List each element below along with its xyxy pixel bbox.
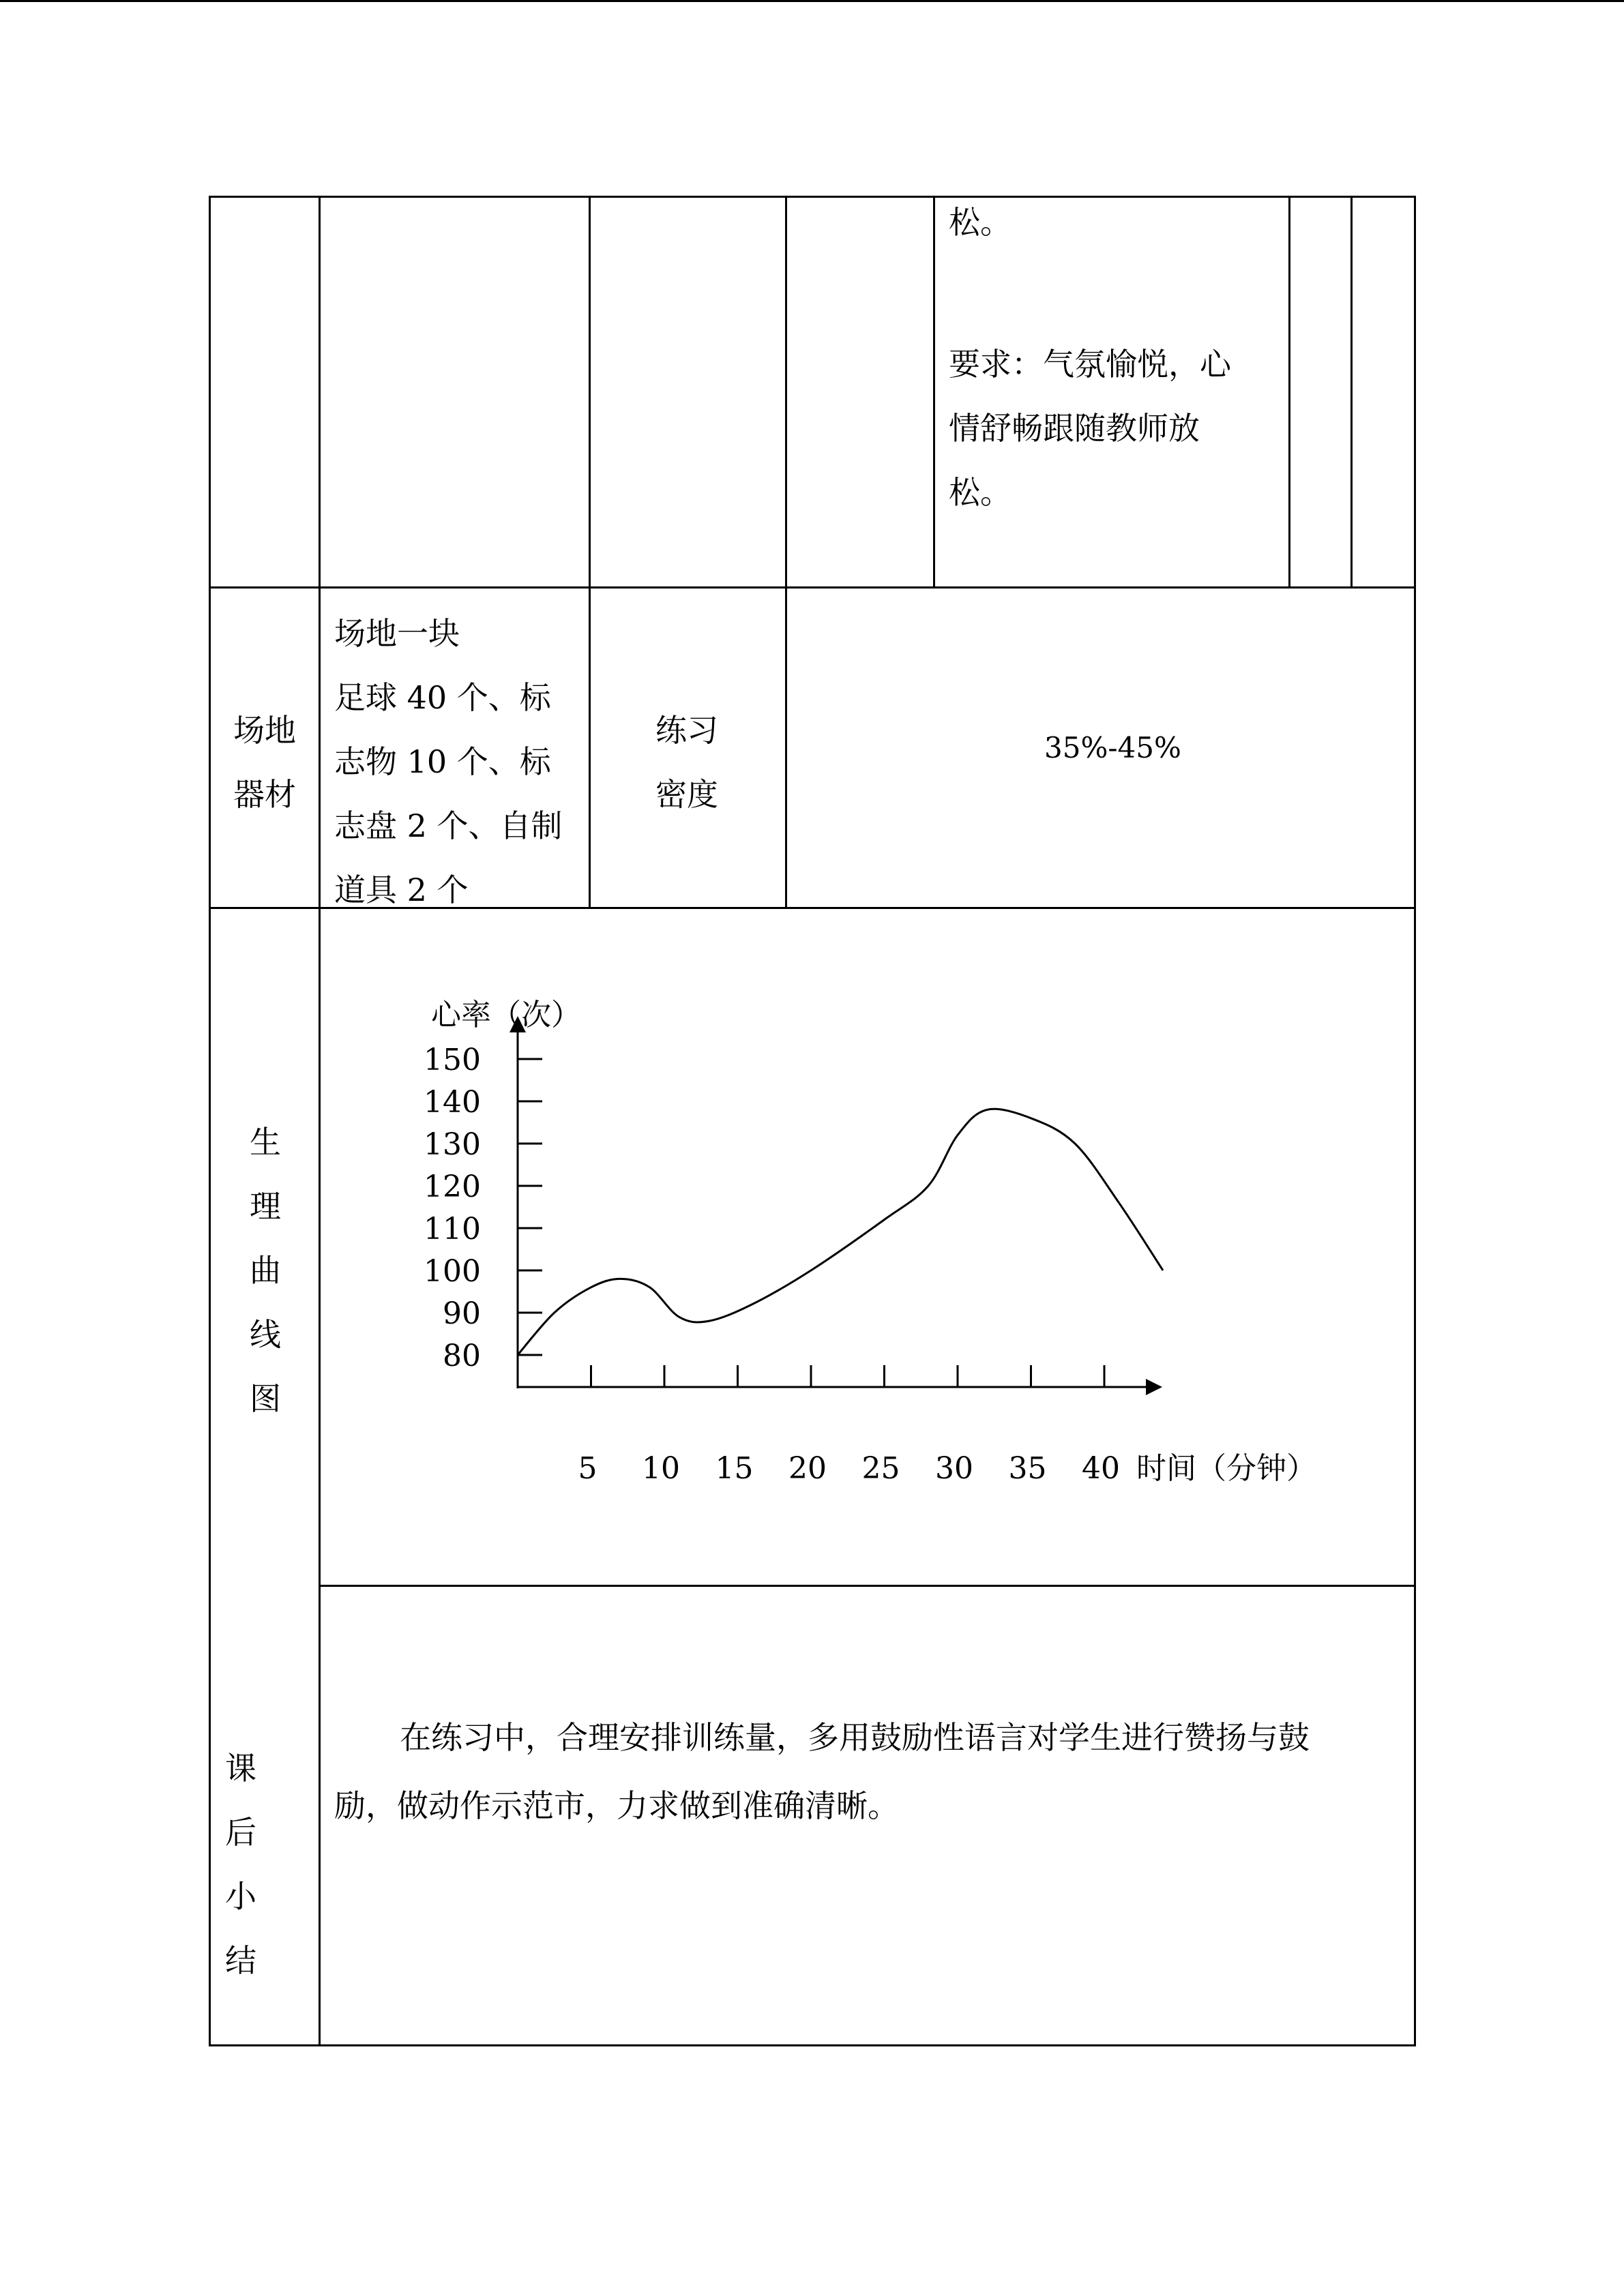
- y-tick-label: 120: [424, 1169, 481, 1204]
- requirement-line: 要求：气氛愉悦，心: [949, 346, 1231, 383]
- requirement-line: 松。: [949, 474, 1012, 511]
- density-label-line: 密度: [655, 776, 718, 813]
- x-tick-label: 5: [578, 1451, 597, 1486]
- section-end-text: 松。: [949, 204, 1012, 241]
- y-tick-label: 80: [443, 1339, 481, 1373]
- curve-label-char: 理: [250, 1188, 281, 1225]
- equipment-line: 志物 10 个、标: [334, 743, 551, 780]
- equipment-line: 志盘 2 个、自制: [334, 807, 563, 844]
- curve-label-char: 生: [250, 1124, 281, 1161]
- summary-label-char: 课: [225, 1750, 256, 1787]
- density-label-line: 练习: [655, 712, 718, 749]
- y-tick-label: 150: [424, 1043, 481, 1077]
- equipment-label-line: 器材: [233, 776, 296, 813]
- y-tick-label: 110: [424, 1212, 481, 1247]
- equipment-line: 足球 40 个、标: [334, 679, 551, 716]
- y-tick-label: 140: [424, 1085, 481, 1120]
- curve-label-char: 线: [250, 1316, 281, 1353]
- x-tick-label: 35: [1008, 1451, 1047, 1486]
- x-tick-label: 15: [715, 1451, 754, 1486]
- density-value: 35%-45%: [1044, 731, 1181, 764]
- x-tick-label: 25: [861, 1451, 900, 1486]
- y-tick-label: 100: [424, 1254, 481, 1289]
- equipment-line: 场地一块: [334, 615, 460, 652]
- x-tick-label: 30: [935, 1451, 973, 1486]
- summary-label-char: 后: [225, 1814, 256, 1851]
- summary-paragraph: [334, 1703, 1310, 1840]
- requirement-line: 情舒畅跟随教师放: [949, 410, 1200, 447]
- equipment-label-line: 场地: [233, 712, 296, 749]
- heart-rate-curve: [518, 1109, 1163, 1355]
- equipment-line: 道具 2 个: [334, 871, 469, 908]
- x-tick-label: 40: [1082, 1451, 1120, 1486]
- curve-label-char: 图: [250, 1380, 281, 1417]
- x-tick-label: 20: [788, 1451, 827, 1486]
- summary-line: 在练习中，合理安排训练量，多用鼓励性语言对学生进行赞扬与鼓: [400, 1719, 1310, 1756]
- summary-label-char: 结: [225, 1942, 256, 1979]
- y-tick-label: 130: [424, 1127, 481, 1162]
- summary-label: [225, 1736, 256, 1993]
- summary-line: 励，做动作示范市，力求做到准确清晰。: [334, 1787, 899, 1824]
- curve-label-char: 曲: [250, 1252, 281, 1289]
- y-axis-label: 心率（次）: [431, 998, 581, 1032]
- y-tick-label: 90: [443, 1296, 481, 1331]
- summary-label-char: 小: [225, 1878, 256, 1915]
- x-tick-label: 10: [642, 1451, 680, 1486]
- x-axis-label: 时间（分钟）: [1136, 1451, 1316, 1486]
